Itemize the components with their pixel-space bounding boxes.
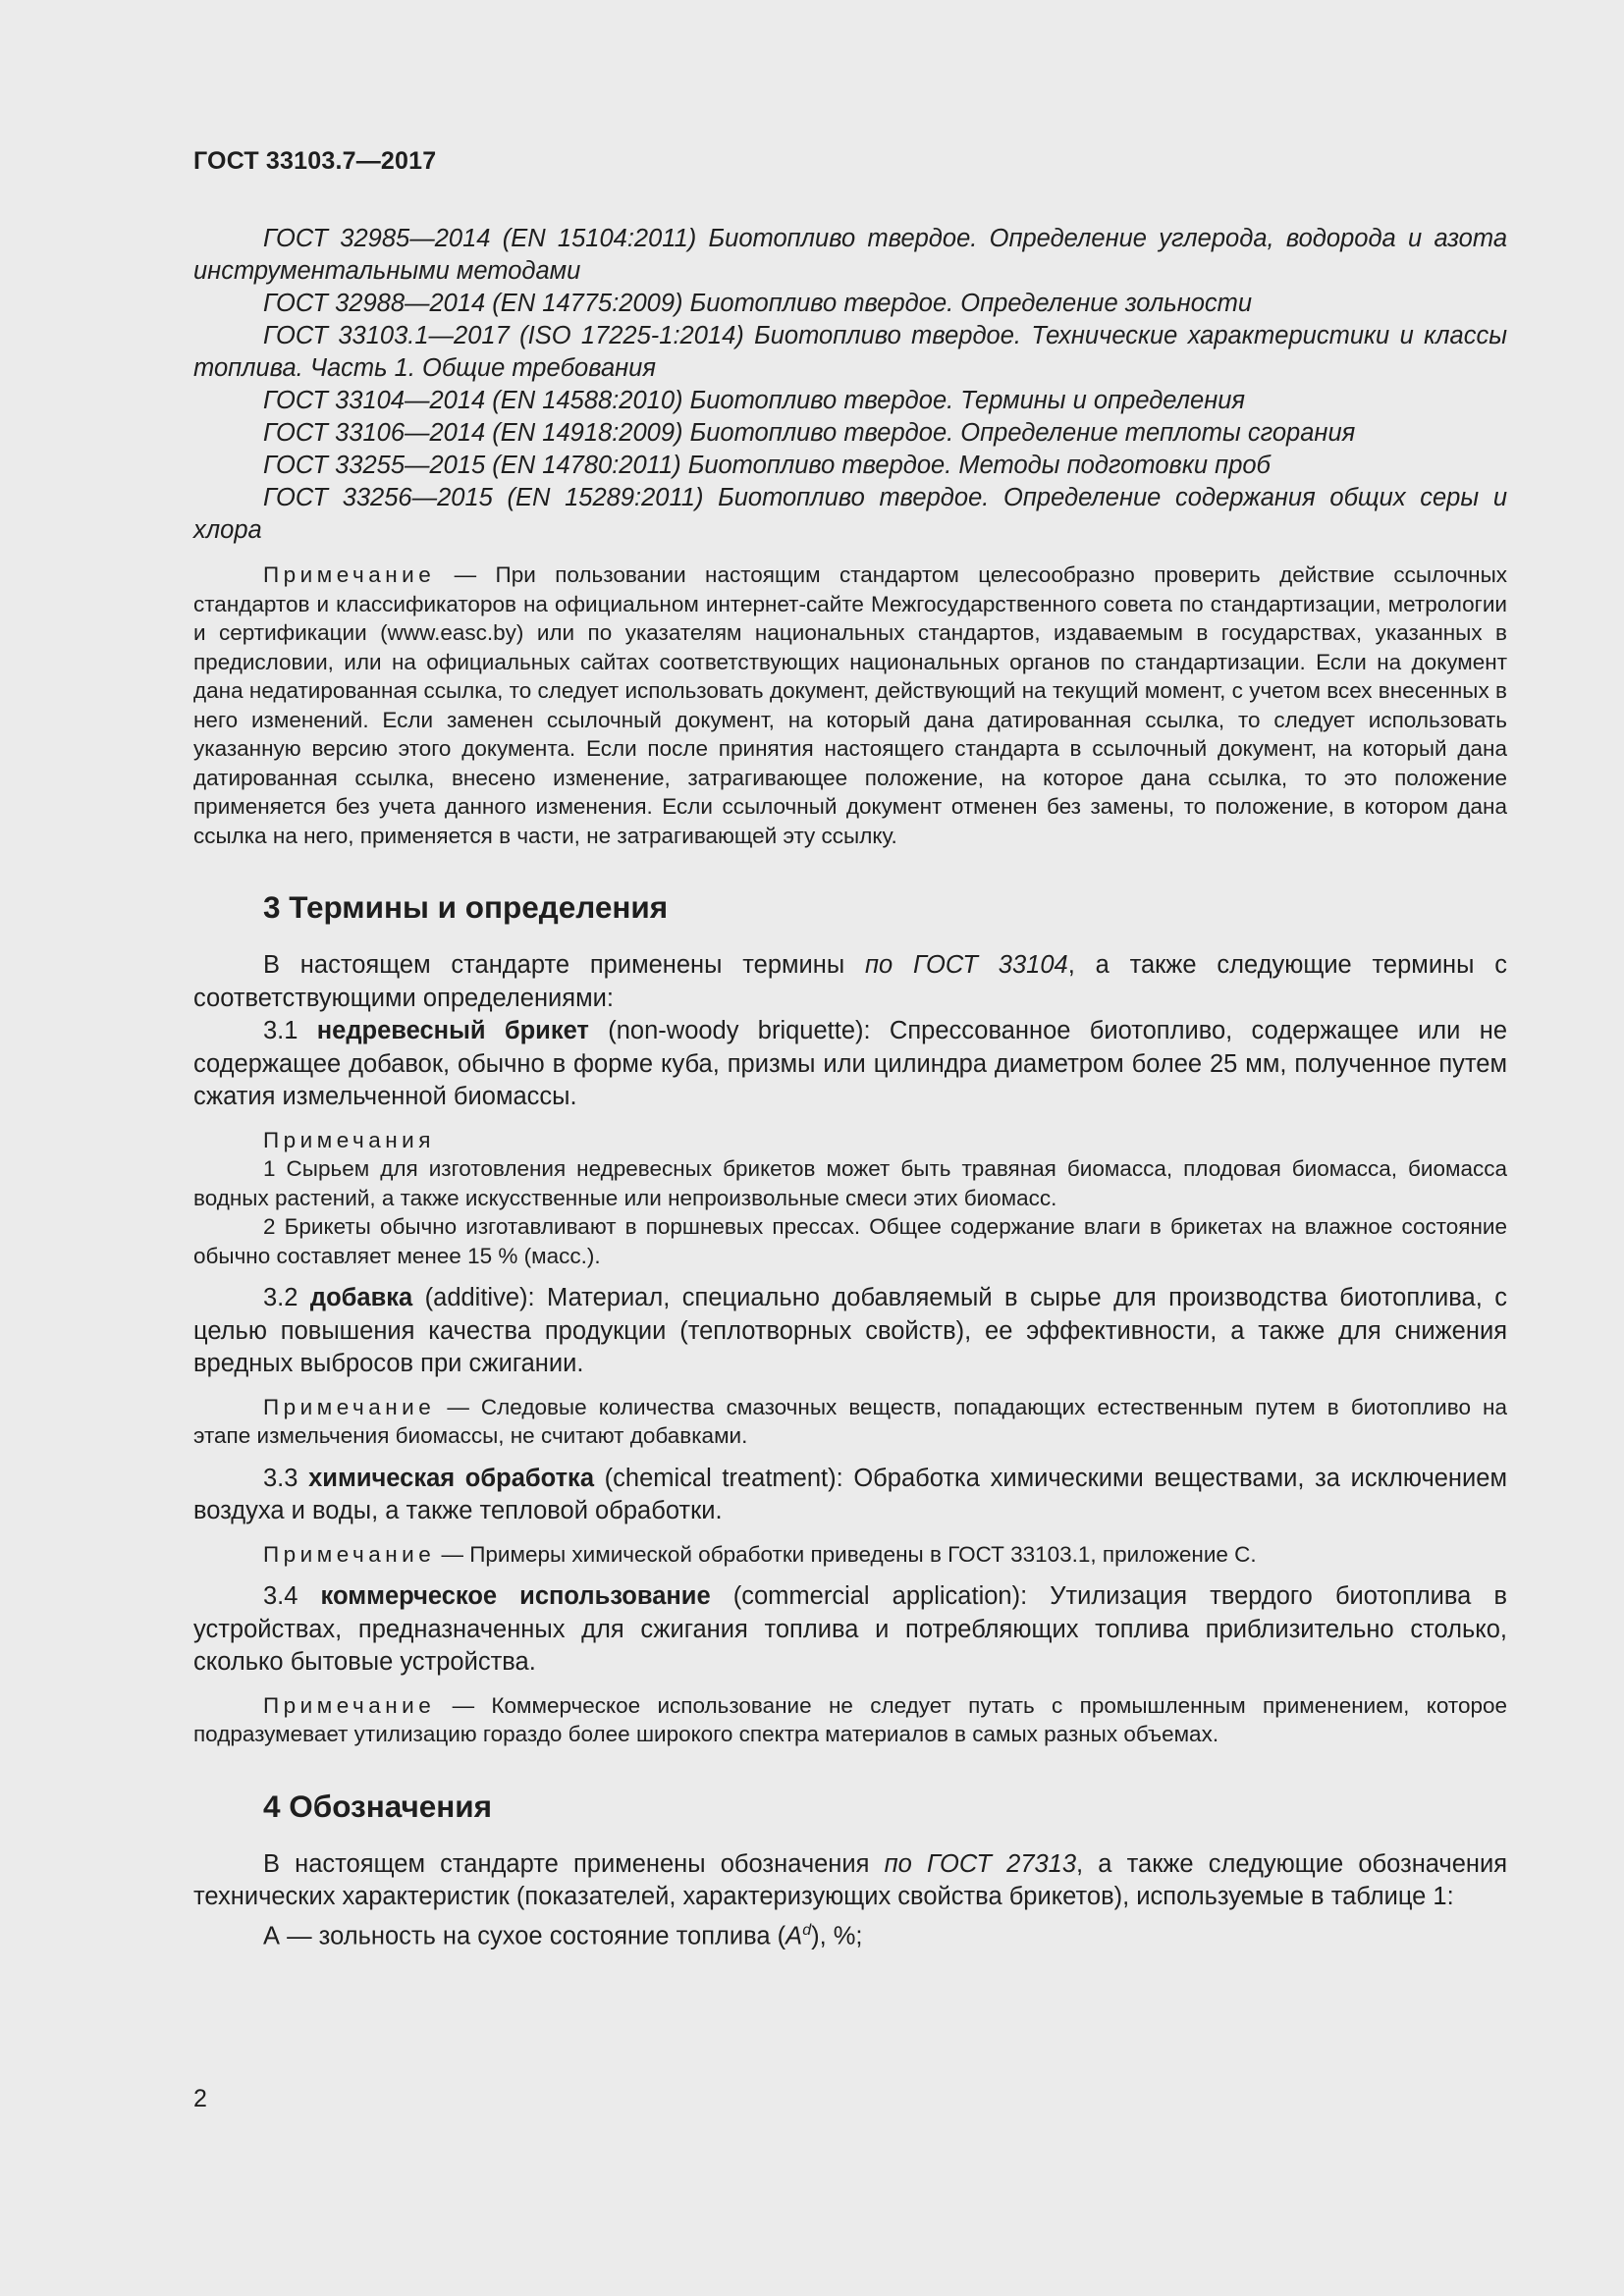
term-3-4-note: [193, 1691, 1507, 1749]
references-note: [193, 561, 1507, 850]
term-number: 3.1: [263, 1017, 317, 1044]
intro-text: В настоящем стандарте применены термины: [263, 951, 865, 979]
term-3-4: [193, 1580, 1507, 1680]
term-3-2-note: [193, 1393, 1507, 1451]
term-definition: (chemical treatment): Обработка химическими веществами, за исключением воздуха и воды, а также тепловой обработки.: [193, 1464, 1507, 1524]
note-label: Примечание: [263, 562, 436, 587]
reference-item: ГОСТ 33256—2015 (EN 15289:2011) Биотопливо твердое. Определение содержания общих серы и хлора: [193, 484, 1507, 544]
term-name: химическая обработка: [308, 1464, 594, 1492]
term-number: 3.4: [263, 1582, 321, 1610]
designation-text: А — зольность на сухое состояние топлива (: [263, 1922, 786, 1949]
term-3-1-notes-label: Примечания: [263, 1127, 435, 1152]
reference-item: ГОСТ 33104—2014 (EN 14588:2010) Биотопливо твердое. Термины и определения: [263, 387, 1246, 414]
term-name: добавка: [309, 1284, 413, 1311]
intro-reference: по ГОСТ 27313: [884, 1849, 1077, 1878]
term-3-1-note-2: 2 Брикеты обычно изготавливают в поршневых прессах. Общее содержание влаги в брикетах на влажное состояние обычно составляет менее 15 % (масс.).: [193, 1214, 1507, 1268]
term-3-1-note-1: 1 Сырьем для изготовления недревесных брикетов может быть травяная биомасса, плодовая биомасса, биомасса водных растений, а также искусственные или непроизвольные смеси этих биомасс.: [193, 1156, 1507, 1210]
term-3-2: [193, 1282, 1507, 1381]
term-3-3-note: [193, 1540, 1507, 1570]
designation-unit: ), %;: [811, 1922, 863, 1949]
reference-item: ГОСТ 32985—2014 (EN 15104:2011) Биотопливо твердое. Определение углерода, водорода и азота инструментальными методами: [193, 225, 1507, 285]
note-label: Примечание: [263, 1541, 436, 1567]
term-name: недревесный брикет: [316, 1017, 589, 1044]
document-body: [193, 223, 1507, 1953]
note-text: — При пользовании настоящим стандартом целесообразно проверить действие ссылочных стандартов и классификаторов на официальном интернет-сайте Межгосударственного совета по стандартизации, метрологии и сертификации (www.easc.by) или по указателям национальных стандартов, издаваемым в государствах, указанных в предисловии, или на официальных сайтах соответствующих национальных органов по стандартизации. Если на документ дана недатированная ссылка, то следует использовать документ, действующий на текущий момент, с учетом всех внесенных в него изменений. Если заменен ссылочный документ, на который дана датированная ссылка, то следует использовать указанную версию этого документа. Если после принятия настоящего стандарта в ссылочный документ, на который дана датированная ссылка, внесено изменение, затрагивающее положение, на которое дана ссылка, то это положение применяется без учета данного изменения. Если ссылочный документ отменен без замены, то положение, в котором дана ссылка на него, применяется в части, не затрагивающей эту ссылку.: [193, 562, 1507, 848]
section-3-heading: 3 Термины и определения: [263, 889, 669, 925]
reference-item: ГОСТ 32988—2014 (EN 14775:2009) Биотопливо твердое. Определение зольности: [263, 290, 1253, 317]
note-text: — Примеры химической обработки приведены в ГОСТ 33103.1, приложение С.: [435, 1541, 1257, 1567]
note-text: — Следовые количества смазочных веществ, попадающих естественным путем в биотопливо на этапе измельчения биомассы, не считают добавками.: [193, 1394, 1507, 1448]
normative-references-list: [193, 223, 1507, 547]
intro-reference: по ГОСТ 33104: [865, 951, 1068, 979]
note-text: — Коммерческое использование не следует путать с промышленным применением, которое подразумевает утилизацию гораздо более широкого спектра материалов в самых разных объемах.: [193, 1692, 1507, 1746]
section-4-heading: 4 Обозначения: [263, 1788, 493, 1824]
term-3-3: [193, 1463, 1507, 1528]
note-label: Примечание: [263, 1692, 436, 1718]
intro-text-tail: , а также следующие термины с соответствующими определениями:: [193, 951, 1508, 1012]
intro-text: В настоящем стандарте применены обозначения: [263, 1849, 885, 1878]
designation-superscript: d: [802, 1921, 812, 1939]
term-definition: (non-woody briquette): Спрессованное биотопливо, содержащее или не содержащее добавок, обычно в форме куба, призмы или цилиндра диаметром более 25 мм, полученное путем сжатия измельченной биомассы.: [193, 1017, 1507, 1110]
term-name: коммерческое использование: [320, 1582, 711, 1610]
section-3-intro: [193, 949, 1507, 1015]
section-4-intro: [193, 1848, 1507, 1914]
page-number: 2: [193, 2085, 207, 2112]
term-3-1: [193, 1015, 1507, 1114]
reference-item: ГОСТ 33103.1—2017 (ISO 17225-1:2014) Биотопливо твердое. Технические характеристики и классы топлива. Часть 1. Общие требования: [193, 322, 1507, 382]
term-definition: (additive): Материал, специально добавляемый в сырье для производства биотоплива, с целью повышения качества продукции (теплотворных свойств), ее эффективности, а также для снижения вредных выбросов при сжигании.: [193, 1284, 1507, 1377]
document-code-header: ГОСТ 33103.7—2017: [193, 147, 437, 175]
term-number: 3.2: [263, 1284, 310, 1311]
designation-item-a: [193, 1914, 1507, 1953]
reference-item: ГОСТ 33255—2015 (EN 14780:2011) Биотопливо твердое. Методы подготовки проб: [263, 452, 1271, 479]
intro-text-tail: , а также следующие обозначения технических характеристик (показателей, характеризующих свойства брикетов), используемые в таблице 1:: [193, 1849, 1508, 1910]
designation-symbol: A: [785, 1922, 803, 1949]
note-label: Примечание: [263, 1394, 436, 1419]
term-number: 3.3: [263, 1464, 309, 1492]
term-definition: (commercial application): Утилизация твердого биотоплива в устройствах, предназначенных для сжигания топлива и потребляющих топлива приблизительно столько, сколько бытовые устройства.: [193, 1582, 1507, 1676]
reference-item: ГОСТ 33106—2014 (EN 14918:2009) Биотопливо твердое. Определение теплоты сгорания: [263, 419, 1356, 447]
